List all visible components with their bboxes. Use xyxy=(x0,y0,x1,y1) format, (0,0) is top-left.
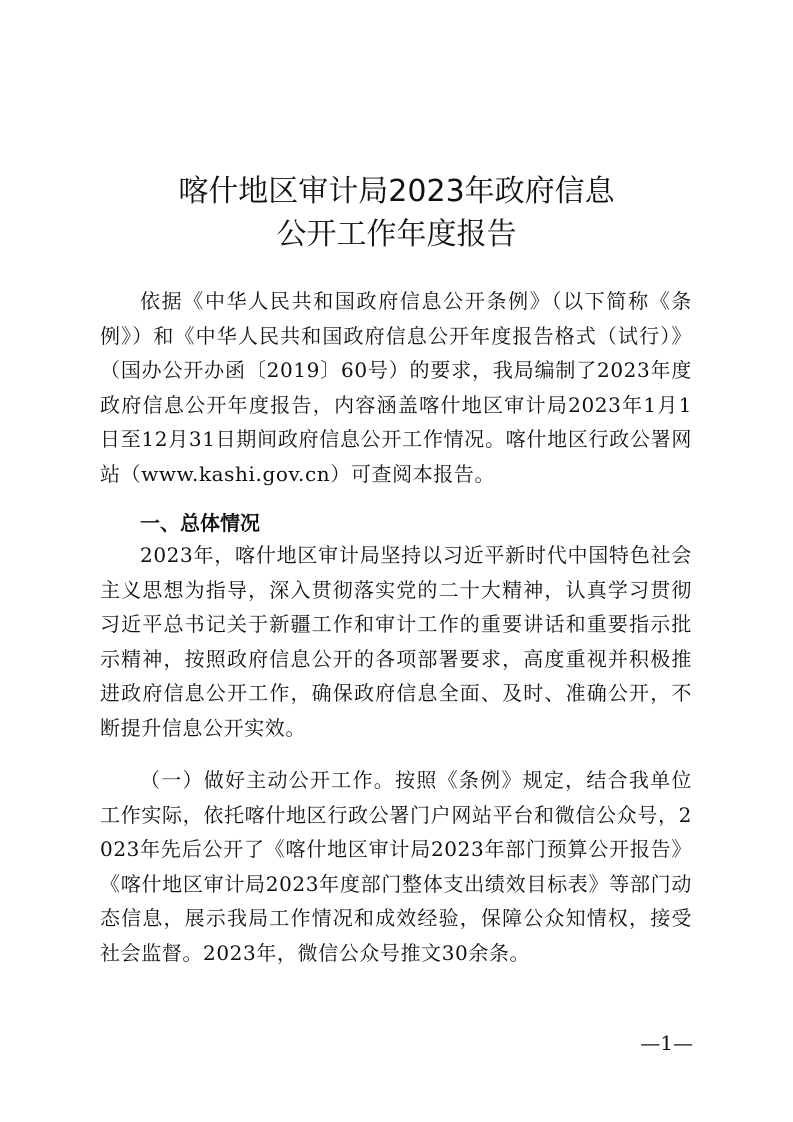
intro-paragraph: 依据《中华人民共和国政府信息公开条例》（以下简称《条例》）和《中华人民共和国政府信息公开年度报告格式（试行）》（国办公开办函〔2019〕60号）的要求，我局编制了2023年度政府信息公开年度报告，内容涵盖喀什地区审计局2023年1月1日至12月31日期间政府信息公开工作情况。喀什地区行政公署网站（www.kashi.gov.cn）可查阅本报告。 xyxy=(100,289,692,486)
page-number: —1— xyxy=(640,1031,693,1055)
section-heading-overview: 一、总体情况 xyxy=(140,511,260,535)
document-title-line-1: 喀什地区审计局2023年政府信息 xyxy=(178,174,615,209)
document-title-line-2: 公开工作年度报告 xyxy=(276,217,517,252)
overview-paragraph: 2023年，喀什地区审计局坚持以习近平新时代中国特色社会主义思想为指导，深入贯彻落实党的二十大精神，认真学习贯彻习近平总书记关于新疆工作和审计工作的重要讲话和重要指示批示精神，按照政府信息公开的各项部署要求，高度重视并积极推进政府信息公开工作，确保政府信息全面、及时、准确公开，不断提升信息公开实效。 xyxy=(100,543,692,740)
active-disclosure-paragraph: （一）做好主动公开工作。按照《条例》规定，结合我单位工作实际，依托喀什地区行政公署门户网站平台和微信公众号，2023年先后公开了《喀什地区审计局2023年部门预算公开报告》《喀什地区审计局2023年度部门整体支出绩效目标表》等部门动态信息，展示我局工作情况和成效经验，保障公众知情权，接受社会监督。2023年，微信公众号推文30余条。 xyxy=(100,768,692,965)
